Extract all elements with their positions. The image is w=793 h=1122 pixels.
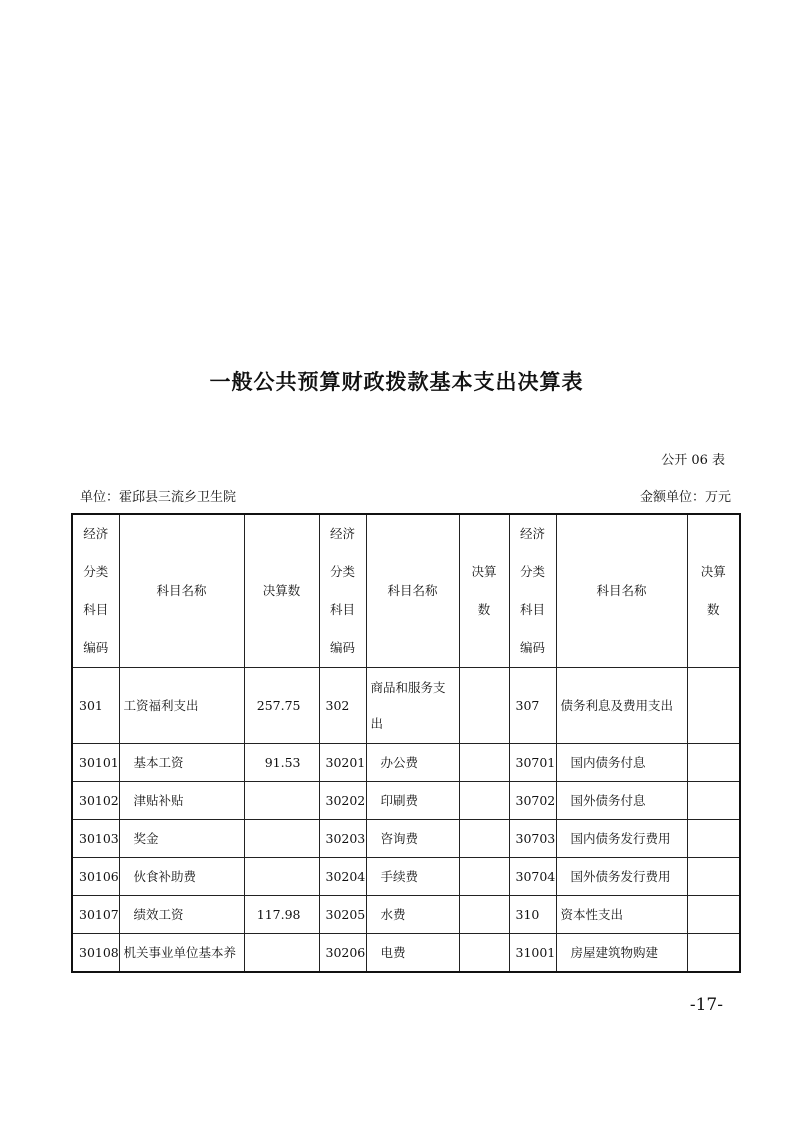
header-code-line: 经济 bbox=[329, 526, 355, 541]
cell-name: 基本工资 bbox=[119, 744, 244, 782]
cell-code: 310 bbox=[509, 896, 556, 934]
cell-amount: 117.98 bbox=[244, 896, 319, 934]
cell-code: 302 bbox=[319, 668, 366, 744]
header-code-line: 科目 bbox=[519, 602, 545, 617]
cell-name: 国内债务发行费用 bbox=[556, 820, 687, 858]
cell-amount bbox=[687, 782, 740, 820]
header-amount-2 bbox=[459, 514, 509, 668]
cell-amount bbox=[459, 744, 509, 782]
cell-name: 资本性支出 bbox=[556, 896, 687, 934]
cell-amount bbox=[459, 782, 509, 820]
table-row bbox=[72, 782, 740, 820]
cell-code: 30106 bbox=[72, 858, 119, 896]
header-code-3 bbox=[509, 514, 556, 668]
cell-name: 债务利息及费用支出 bbox=[556, 668, 687, 744]
cell-amount bbox=[459, 668, 509, 744]
cell-code: 30703 bbox=[509, 820, 556, 858]
cell-amount bbox=[687, 744, 740, 782]
cell-code: 30108 bbox=[72, 934, 119, 973]
cell-amount bbox=[244, 858, 319, 896]
page-number: -17- bbox=[689, 995, 723, 1015]
cell-code: 30203 bbox=[319, 820, 366, 858]
header-code-line: 分类 bbox=[329, 564, 355, 579]
header-name-3: 科目名称 bbox=[556, 514, 687, 668]
cell-amount bbox=[459, 934, 509, 973]
header-amount-1: 决算数 bbox=[244, 514, 319, 668]
table-row bbox=[72, 820, 740, 858]
form-number: 公开 06 表 bbox=[661, 453, 725, 468]
cell-code: 30201 bbox=[319, 744, 366, 782]
cell-amount bbox=[459, 820, 509, 858]
header-code-line: 科目 bbox=[329, 602, 355, 617]
cell-amount bbox=[459, 896, 509, 934]
cell-name: 办公费 bbox=[366, 744, 459, 782]
cell-name: 国外债务付息 bbox=[556, 782, 687, 820]
cell-code: 30704 bbox=[509, 858, 556, 896]
cell-name: 印刷费 bbox=[366, 782, 459, 820]
cell-name: 房屋建筑物购建 bbox=[556, 934, 687, 973]
cell-name: 工资福利支出 bbox=[119, 668, 244, 744]
header-code-line: 编码 bbox=[519, 640, 545, 655]
table-header-row bbox=[72, 514, 740, 668]
cell-amount bbox=[687, 820, 740, 858]
expenditure-table bbox=[71, 513, 741, 973]
cell-code: 30204 bbox=[319, 858, 366, 896]
table-row bbox=[72, 934, 740, 973]
cell-name: 国内债务付息 bbox=[556, 744, 687, 782]
cell-code: 30102 bbox=[72, 782, 119, 820]
cell-code: 30205 bbox=[319, 896, 366, 934]
cell-code: 307 bbox=[509, 668, 556, 744]
cell-amount bbox=[687, 896, 740, 934]
header-amount-line: 决算 bbox=[471, 564, 497, 579]
cell-amount: 257.75 bbox=[244, 668, 319, 744]
header-code-2 bbox=[319, 514, 366, 668]
cell-name: 咨询费 bbox=[366, 820, 459, 858]
cell-name: 水费 bbox=[366, 896, 459, 934]
cell-name: 津贴补贴 bbox=[119, 782, 244, 820]
cell-code: 30202 bbox=[319, 782, 366, 820]
cell-amount bbox=[687, 668, 740, 744]
header-amount-line: 决算 bbox=[700, 564, 726, 579]
header-code-line: 经济 bbox=[83, 526, 109, 541]
cell-code: 30702 bbox=[509, 782, 556, 820]
header-amount-line: 数 bbox=[706, 602, 720, 617]
cell-amount: 91.53 bbox=[244, 744, 319, 782]
header-name-1: 科目名称 bbox=[119, 514, 244, 668]
header-code-line: 科目 bbox=[83, 602, 109, 617]
cell-name: 商品和服务支出 bbox=[366, 668, 459, 744]
header-code-line: 编码 bbox=[83, 640, 109, 655]
cell-amount bbox=[244, 820, 319, 858]
cell-code: 30107 bbox=[72, 896, 119, 934]
header-code-1 bbox=[72, 514, 119, 668]
header-name-2: 科目名称 bbox=[366, 514, 459, 668]
table-row bbox=[72, 744, 740, 782]
page-title: 一般公共预算财政拨款基本支出决算表 bbox=[209, 370, 584, 394]
cell-amount bbox=[687, 858, 740, 896]
table-row bbox=[72, 858, 740, 896]
cell-code: 31001 bbox=[509, 934, 556, 973]
header-code-line: 经济 bbox=[519, 526, 545, 541]
unit-label: 单位：霍邱县三流乡卫生院 bbox=[80, 490, 237, 505]
header-amount-line: 数 bbox=[477, 602, 491, 617]
cell-code: 30101 bbox=[72, 744, 119, 782]
header-code-line: 编码 bbox=[329, 640, 355, 655]
cell-name: 国外债务发行费用 bbox=[556, 858, 687, 896]
cell-name: 绩效工资 bbox=[119, 896, 244, 934]
header-code-line: 分类 bbox=[519, 564, 545, 579]
cell-name: 奖金 bbox=[119, 820, 244, 858]
money-unit-label: 金额单位：万元 bbox=[639, 490, 731, 505]
header-code-line: 分类 bbox=[83, 564, 109, 579]
cell-code: 30103 bbox=[72, 820, 119, 858]
cell-name: 手续费 bbox=[366, 858, 459, 896]
cell-code: 301 bbox=[72, 668, 119, 744]
cell-name: 电费 bbox=[366, 934, 459, 973]
header-amount-3 bbox=[687, 514, 740, 668]
cell-name: 伙食补助费 bbox=[119, 858, 244, 896]
cell-name: 机关事业单位基本养 bbox=[119, 934, 244, 973]
cell-code: 30701 bbox=[509, 744, 556, 782]
cell-amount bbox=[459, 858, 509, 896]
cell-code: 30206 bbox=[319, 934, 366, 973]
cell-amount bbox=[244, 934, 319, 973]
table-row bbox=[72, 668, 740, 744]
table-row bbox=[72, 896, 740, 934]
cell-amount bbox=[687, 934, 740, 973]
cell-amount bbox=[244, 782, 319, 820]
